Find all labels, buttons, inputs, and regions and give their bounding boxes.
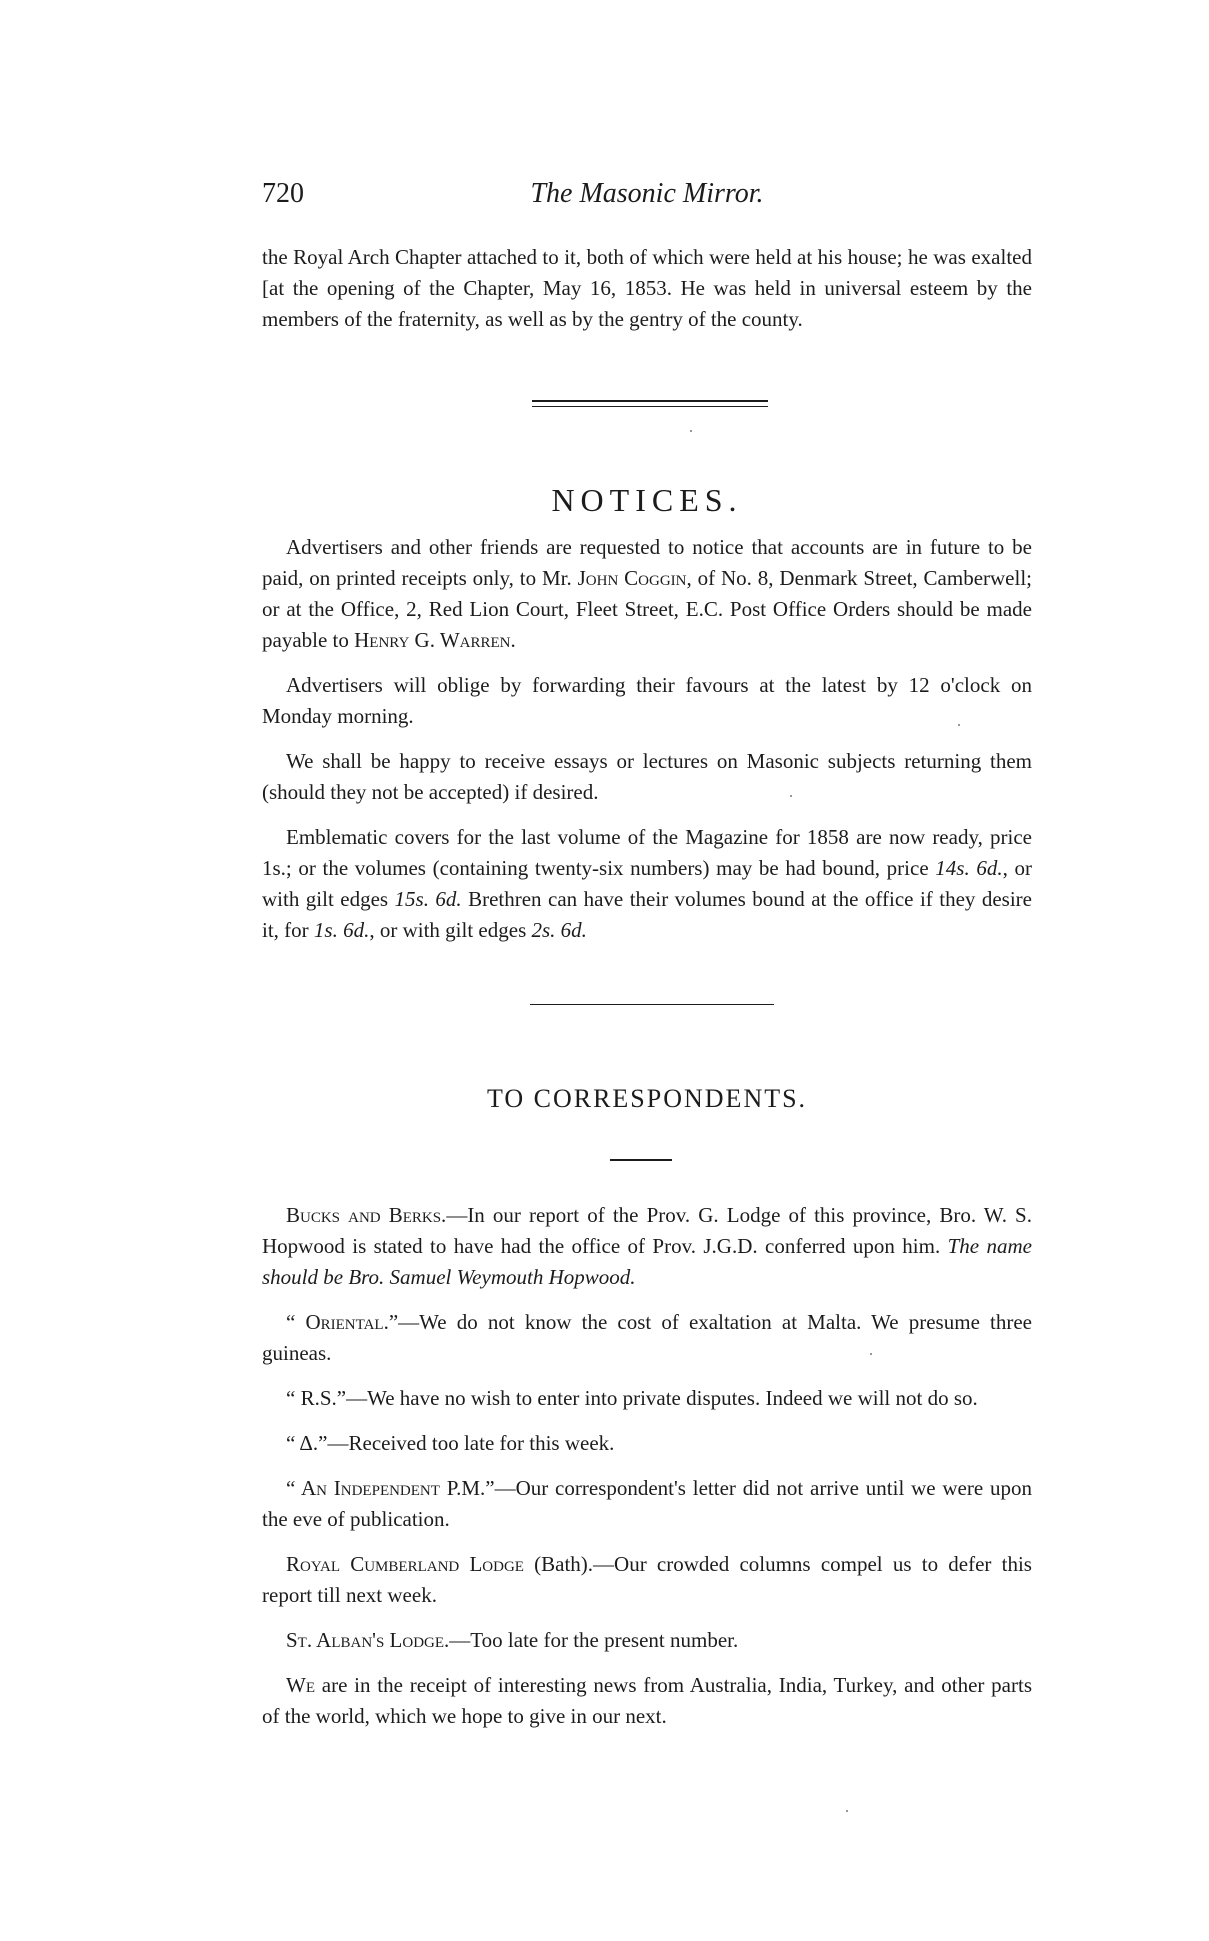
correspondent-lead: “ R.S.” <box>286 1386 347 1410</box>
correspondent-item <box>262 1549 1032 1611</box>
correspondent-lead: We <box>286 1673 315 1697</box>
notice-text: Brethren can have their volumes bound at the office if they desire it, for <box>262 887 1032 942</box>
correspondent-item <box>262 1670 1032 1732</box>
correspondent-item <box>262 1473 1032 1535</box>
intro-paragraph-block <box>262 242 1032 349</box>
print-speck <box>870 1353 872 1355</box>
correspondent-lead: St. Alban's Lodge. <box>286 1628 450 1652</box>
notice-paragraph-essays: We shall be happy to receive essays or lectures on Masonic subjects returning them (should they not be accepted) if desired. <box>262 749 1032 804</box>
page-header <box>262 178 1032 218</box>
notice-text: Emblematic covers for the last volume of the Magazine for 1858 are now ready, price 1s.; or the volumes (containing twenty-six numbers) may be had bound, price <box>262 825 1032 880</box>
notice-text: Advertisers and other friends are requested to notice that accounts are in future to be paid, on printed receipts only, to Mr. <box>262 535 1032 590</box>
correspondents-section <box>262 1200 1032 1746</box>
correspondent-item <box>262 1200 1032 1293</box>
notice-paragraph-covers <box>262 822 1032 946</box>
correspondent-correction: The name should be Bro. Samuel Weymouth Hopwood. <box>262 1234 1032 1289</box>
notice-price: 14s. 6d. <box>935 856 1003 880</box>
print-speck <box>958 724 960 726</box>
correspondent-text: are in the receipt of interesting news from Australia, India, Turkey, and other parts of the world, which we hope to give in our next. <box>262 1673 1032 1728</box>
notice-name-warren: Henry G. Warren <box>354 628 511 652</box>
correspondent-item <box>262 1428 1032 1459</box>
running-title: The Masonic Mirror. <box>530 178 764 209</box>
divider-rule-top <box>532 400 768 402</box>
notices-section <box>262 532 1032 960</box>
correspondents-heading: TO CORRESPONDENTS. <box>486 1084 808 1113</box>
correspondent-lead: Royal Cumberland Lodge <box>286 1552 524 1576</box>
correspondent-text: —We have no wish to enter into private disputes. Indeed we will not do so. <box>346 1386 978 1410</box>
correspondent-lead: “ Oriental.” <box>286 1310 399 1334</box>
correspondent-lead: “ Δ.” <box>286 1431 328 1455</box>
notice-name-coggin: John Coggin <box>577 566 687 590</box>
correspondent-item <box>262 1307 1032 1369</box>
correspondent-text: —Our correspondent's letter did not arrive until we were upon the eve of publication. <box>262 1476 1033 1531</box>
correspondent-item <box>262 1383 1032 1414</box>
print-speck <box>790 795 792 797</box>
divider-rule-middle <box>530 1004 774 1005</box>
divider-rule-bottom <box>532 406 768 407</box>
notice-price: 2s. 6d. <box>531 918 587 942</box>
page-number: 720 <box>262 178 304 209</box>
notices-heading: NOTICES. <box>551 482 743 518</box>
correspondent-lead: Bucks and Berks. <box>286 1203 447 1227</box>
notice-text: , or with gilt edges <box>369 918 532 942</box>
correspondent-text: —In our report of the Prov. G. Lodge of this province, Bro. W. S. Hopwood is stated to have had the office of Prov. J.G.D. conferred upon him. <box>262 1203 1032 1258</box>
correspondent-text: —We do not know the cost of exaltation at Malta. We presume three guineas. <box>262 1310 1032 1365</box>
notice-text: , of No. 8, Denmark Street, Camberwell; or at the Office, 2, Red Lion Court, Fleet Street, E.C. Post Office Orders should be made payable to <box>262 566 1033 652</box>
print-speck <box>846 1810 848 1812</box>
correspondent-item <box>262 1625 1032 1656</box>
notice-price: 1s. 6d. <box>313 918 370 942</box>
notice-text: , or with gilt edges <box>262 856 1032 911</box>
correspondent-text: —Too late for the present number. <box>449 1628 739 1652</box>
correspondent-text: —Received too late for this week. <box>327 1431 615 1455</box>
print-speck <box>690 430 692 432</box>
notice-paragraph-deadline: Advertisers will oblige by forwarding their favours at the latest by 12 o'clock on Monday morning. <box>262 673 1032 728</box>
notice-price: 15s. 6d. <box>394 887 462 911</box>
divider-rule-short <box>610 1159 672 1161</box>
correspondent-lead: “ An Independent P.M.” <box>286 1476 495 1500</box>
notice-text: . <box>510 628 516 652</box>
notice-paragraph-accounts <box>262 532 1032 656</box>
correspondent-text: (Bath).—Our crowded columns compel us to defer this report till next week. <box>262 1552 1032 1607</box>
intro-paragraph: the Royal Arch Chapter attached to it, both of which were held at his house; he was exalted [at the opening of the Chapter, May 16, 1853. He was held in universal esteem by the members of the fraternity, as well as by the gentry of the county. <box>262 245 1032 331</box>
